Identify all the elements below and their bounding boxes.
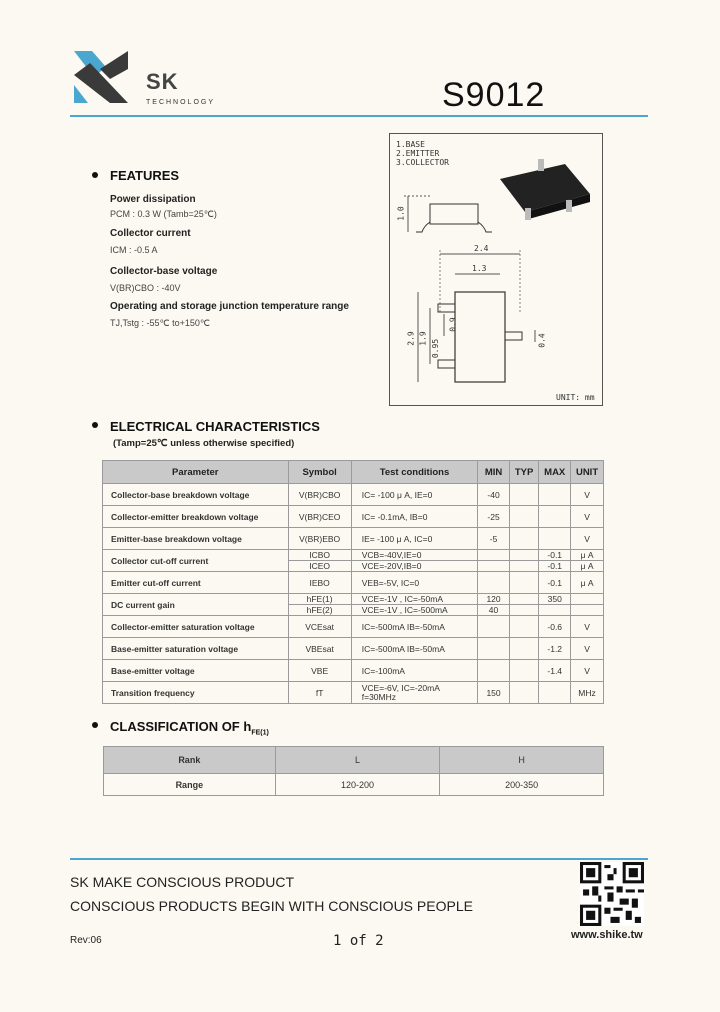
symbol-cell: V(BR)EBO bbox=[288, 528, 351, 550]
condition-cell: IC=-500mA IB=-50mA bbox=[351, 616, 477, 638]
website-url[interactable]: www.shike.tw bbox=[571, 929, 643, 941]
param-cell: Collector cut-off current bbox=[103, 550, 289, 572]
dim-label: 0.9 bbox=[448, 317, 458, 332]
typ-cell bbox=[509, 528, 539, 550]
condition-cell: VEB=-5V, IC=0 bbox=[351, 572, 477, 594]
feature-value: V(BR)CBO : -40V bbox=[110, 283, 181, 293]
slogan-1: SK MAKE CONSCIOUS PRODUCT bbox=[70, 874, 295, 890]
table-row bbox=[103, 638, 604, 660]
symbol-cell: ICEO bbox=[288, 561, 351, 572]
symbol-cell: V(BR)CEO bbox=[288, 506, 351, 528]
classification-heading-text: CLASSIFICATION OF h bbox=[110, 719, 252, 734]
footer-rule bbox=[70, 858, 648, 860]
logo-subtext: TECHNOLOGY bbox=[146, 99, 216, 106]
features-heading: FEATURES bbox=[110, 168, 180, 183]
column-header: MAX bbox=[539, 461, 571, 484]
classification-table bbox=[103, 746, 604, 796]
unit-cell: V bbox=[571, 484, 604, 506]
max-cell: -0.1 bbox=[539, 572, 571, 594]
min-cell: 40 bbox=[478, 605, 510, 616]
typ-cell bbox=[509, 550, 539, 561]
max-cell bbox=[539, 528, 571, 550]
unit-cell: μ A bbox=[571, 550, 604, 561]
range-cell: 200-350 bbox=[440, 774, 604, 796]
max-cell: 350 bbox=[539, 594, 571, 605]
dim-label: 0.95 bbox=[431, 338, 441, 359]
row-label: Range bbox=[104, 774, 276, 796]
typ-cell bbox=[509, 616, 539, 638]
sk-logo-icon bbox=[70, 47, 130, 107]
min-cell: -5 bbox=[478, 528, 510, 550]
classification-heading-sub: FE(1) bbox=[251, 729, 269, 737]
typ-cell bbox=[509, 506, 539, 528]
typ-cell bbox=[509, 572, 539, 594]
typ-cell bbox=[509, 682, 539, 704]
classification-bullet bbox=[92, 722, 98, 728]
range-cell: 120-200 bbox=[275, 774, 440, 796]
table-row bbox=[103, 484, 604, 506]
condition-cell: VCE=-1V , IC=-50mA bbox=[351, 594, 477, 605]
unit-cell: μ A bbox=[571, 561, 604, 572]
package-drawing bbox=[389, 133, 603, 406]
min-cell bbox=[478, 550, 510, 561]
unit-cell: V bbox=[571, 616, 604, 638]
pin-label: 3.COLLECTOR bbox=[396, 158, 449, 167]
unit-cell bbox=[571, 605, 604, 616]
feature-title: Collector current bbox=[110, 228, 191, 239]
symbol-cell: VBE bbox=[288, 660, 351, 682]
condition-cell: IC=-100mA bbox=[351, 660, 477, 682]
symbol-cell: VCEsat bbox=[288, 616, 351, 638]
column-header: Symbol bbox=[288, 461, 351, 484]
feature-value: PCM : 0.3 W (Tamb=25℃) bbox=[110, 209, 217, 219]
unit-cell: V bbox=[571, 660, 604, 682]
table-row bbox=[103, 528, 604, 550]
max-cell: -1.2 bbox=[539, 638, 571, 660]
max-cell: -1.4 bbox=[539, 660, 571, 682]
symbol-cell: fT bbox=[288, 682, 351, 704]
param-cell: Emitter cut-off current bbox=[103, 572, 289, 594]
condition-cell: VCB=-40V,IE=0 bbox=[351, 550, 477, 561]
dim-label: 2.9 bbox=[406, 331, 416, 346]
symbol-cell: hFE(1) bbox=[288, 594, 351, 605]
dim-label: 0.4 bbox=[537, 333, 547, 348]
unit-cell: MHz bbox=[571, 682, 604, 704]
param-cell: Collector-base breakdown voltage bbox=[103, 484, 289, 506]
slogan-2: CONSCIOUS PRODUCTS BEGIN WITH CONSCIOUS PEOPLE bbox=[70, 898, 473, 914]
param-cell: Transition frequency bbox=[103, 682, 289, 704]
pin-label: 2.EMITTER bbox=[396, 149, 440, 158]
min-cell bbox=[478, 561, 510, 572]
table-row bbox=[103, 594, 604, 605]
feature-value: ICM : -0.5 A bbox=[110, 245, 158, 255]
param-cell: Collector-emitter saturation voltage bbox=[103, 616, 289, 638]
min-cell bbox=[478, 616, 510, 638]
table-row bbox=[103, 660, 604, 682]
param-cell: Base-emitter saturation voltage bbox=[103, 638, 289, 660]
unit-cell: μ A bbox=[571, 572, 604, 594]
typ-cell bbox=[509, 638, 539, 660]
max-cell: -0.6 bbox=[539, 616, 571, 638]
dim-label: 2.4 bbox=[474, 244, 489, 253]
condition-cell: IC=-500mA IB=-50mA bbox=[351, 638, 477, 660]
classification-heading bbox=[110, 719, 269, 737]
param-cell: Base-emitter voltage bbox=[103, 660, 289, 682]
symbol-cell: hFE(2) bbox=[288, 605, 351, 616]
column-header: L bbox=[275, 747, 440, 774]
condition-cell: IE= -100 μ A, IC=0 bbox=[351, 528, 477, 550]
header-rule bbox=[70, 115, 648, 117]
min-cell: -25 bbox=[478, 506, 510, 528]
table-row bbox=[103, 682, 604, 704]
revision: Rev:06 bbox=[70, 935, 102, 946]
feature-title: Collector-base voltage bbox=[110, 266, 218, 277]
unit-cell bbox=[571, 594, 604, 605]
electrical-heading: ELECTRICAL CHARACTERISTICS bbox=[110, 419, 320, 434]
electrical-table bbox=[102, 460, 604, 704]
pin-label: 1.BASE bbox=[396, 140, 425, 149]
min-cell: 150 bbox=[478, 682, 510, 704]
typ-cell bbox=[509, 660, 539, 682]
dim-label: 1.3 bbox=[472, 264, 487, 273]
min-cell bbox=[478, 572, 510, 594]
max-cell bbox=[539, 484, 571, 506]
column-header: TYP bbox=[509, 461, 539, 484]
unit-cell: V bbox=[571, 638, 604, 660]
max-cell: -0.1 bbox=[539, 561, 571, 572]
qr-code-icon bbox=[580, 862, 644, 926]
param-cell: Emitter-base breakdown voltage bbox=[103, 528, 289, 550]
page-number: 1 of 2 bbox=[333, 933, 384, 949]
symbol-cell: IEBO bbox=[288, 572, 351, 594]
max-cell: -0.1 bbox=[539, 550, 571, 561]
condition-line: VCE=-6V, IC=-20mA bbox=[361, 682, 440, 693]
condition-cell: IC= -0.1mA, IB=0 bbox=[351, 506, 477, 528]
unit-cell: V bbox=[571, 528, 604, 550]
condition-cell: VCE=-20V,IB=0 bbox=[351, 561, 477, 572]
param-cell: Collector-emitter breakdown voltage bbox=[103, 506, 289, 528]
feature-value: TJ,Tstg : -55℃ to+150℃ bbox=[110, 318, 211, 328]
symbol-cell: V(BR)CBO bbox=[288, 484, 351, 506]
condition-cell bbox=[351, 682, 477, 704]
table-row bbox=[103, 572, 604, 594]
table-row bbox=[103, 506, 604, 528]
typ-cell bbox=[509, 484, 539, 506]
table-header-row bbox=[103, 461, 604, 484]
condition-cell: VCE=-1V , IC=-500mA bbox=[351, 605, 477, 616]
feature-title: Power dissipation bbox=[110, 194, 196, 205]
table-header-row bbox=[104, 747, 604, 774]
column-header: Parameter bbox=[103, 461, 289, 484]
max-cell bbox=[539, 682, 571, 704]
symbol-cell: VBEsat bbox=[288, 638, 351, 660]
unit-label: UNIT: mm bbox=[556, 393, 595, 402]
table-row bbox=[103, 550, 604, 561]
unit-cell: V bbox=[571, 506, 604, 528]
param-cell: DC current gain bbox=[103, 594, 289, 616]
electrical-bullet bbox=[92, 422, 98, 428]
typ-cell bbox=[509, 594, 539, 605]
feature-title: Operating and storage junction temperature range bbox=[110, 301, 349, 312]
sot23-package-icon bbox=[390, 134, 602, 405]
logo-text: SK bbox=[146, 69, 179, 94]
max-cell bbox=[539, 506, 571, 528]
min-cell bbox=[478, 660, 510, 682]
min-cell bbox=[478, 638, 510, 660]
column-header: MIN bbox=[478, 461, 510, 484]
min-cell: -40 bbox=[478, 484, 510, 506]
table-row bbox=[104, 774, 604, 796]
features-bullet bbox=[92, 172, 98, 178]
column-header: Test conditions bbox=[351, 461, 477, 484]
condition-line: f=30MHz bbox=[361, 691, 396, 702]
electrical-subheading: (Tamp=25℃ unless otherwise specified) bbox=[113, 438, 295, 449]
min-cell: 120 bbox=[478, 594, 510, 605]
column-header: Rank bbox=[104, 747, 276, 774]
table-row bbox=[103, 616, 604, 638]
part-number: S9012 bbox=[442, 76, 546, 114]
dim-label: 1.9 bbox=[418, 331, 428, 346]
symbol-cell: ICBO bbox=[288, 550, 351, 561]
max-cell bbox=[539, 605, 571, 616]
column-header: UNIT bbox=[571, 461, 604, 484]
typ-cell bbox=[509, 561, 539, 572]
dim-label: 1.0 bbox=[396, 206, 406, 221]
logo bbox=[70, 47, 216, 109]
typ-cell bbox=[509, 605, 539, 616]
column-header: H bbox=[440, 747, 604, 774]
condition-cell: IC= -100 μ A, IE=0 bbox=[351, 484, 477, 506]
